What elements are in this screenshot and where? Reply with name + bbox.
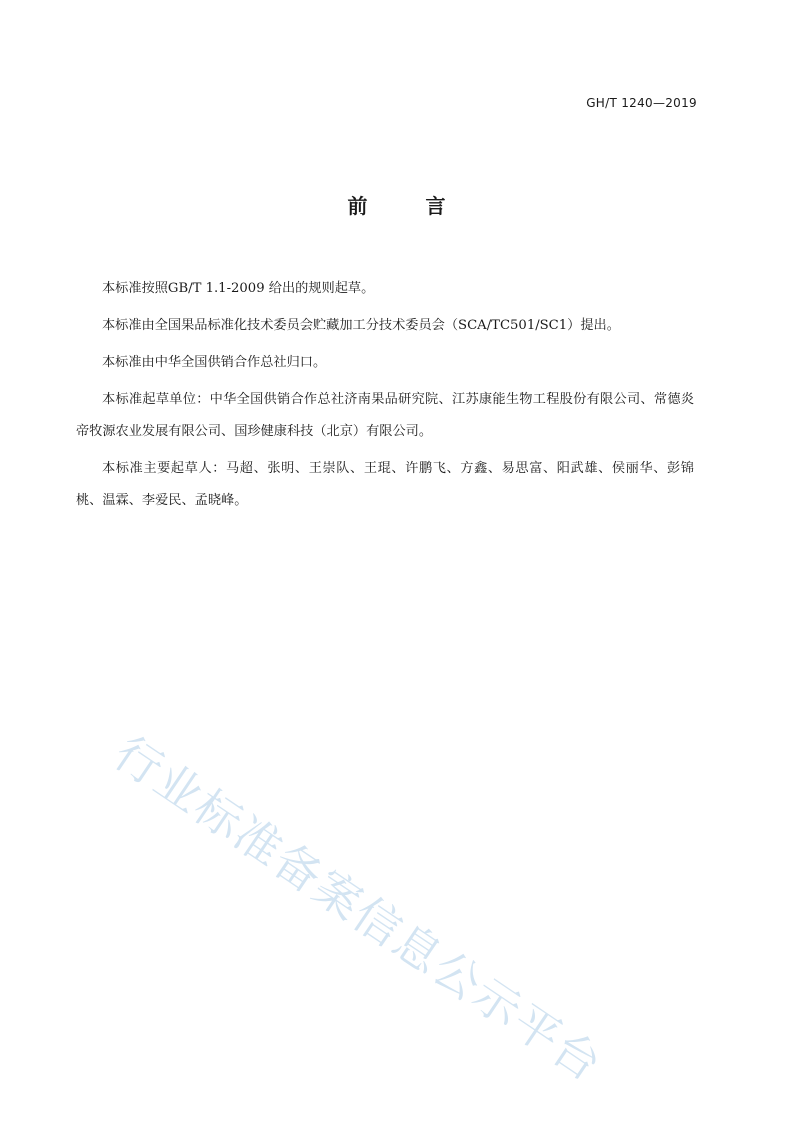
paragraph-administrator: 本标准由中华全国供销合作总社归口。 bbox=[102, 355, 327, 370]
foreword-body bbox=[76, 273, 694, 522]
paragraph-proposer: 本标准由全国果品标准化技术委员会贮藏加工分技术委员会（SCA/TC501/SC1）提出。 bbox=[102, 318, 620, 333]
title-char-2: 言 bbox=[425, 194, 446, 218]
page-title bbox=[0, 190, 793, 219]
title-char-1: 前 bbox=[347, 194, 368, 218]
watermark: 行业标准备案信息公示平台 bbox=[104, 725, 613, 1093]
paragraph-drafting-units: 本标准起草单位：中华全国供销合作总社济南果品研究院、江苏康能生物工程股份有限公司、常德炎帝牧源农业发展有限公司、国珍健康科技（北京）有限公司。 bbox=[76, 392, 694, 439]
paragraph-drafting-rules: 本标准按照GB/T 1.1-2009 给出的规则起草。 bbox=[102, 281, 375, 296]
paragraph-drafters: 本标准主要起草人：马超、张明、王崇队、王琨、许鹏飞、方鑫、易思富、阳武雄、侯丽华、彭锦桃、温霖、李爱民、孟晓峰。 bbox=[76, 461, 694, 508]
standard-code: GH/T 1240—2019 bbox=[586, 96, 697, 110]
